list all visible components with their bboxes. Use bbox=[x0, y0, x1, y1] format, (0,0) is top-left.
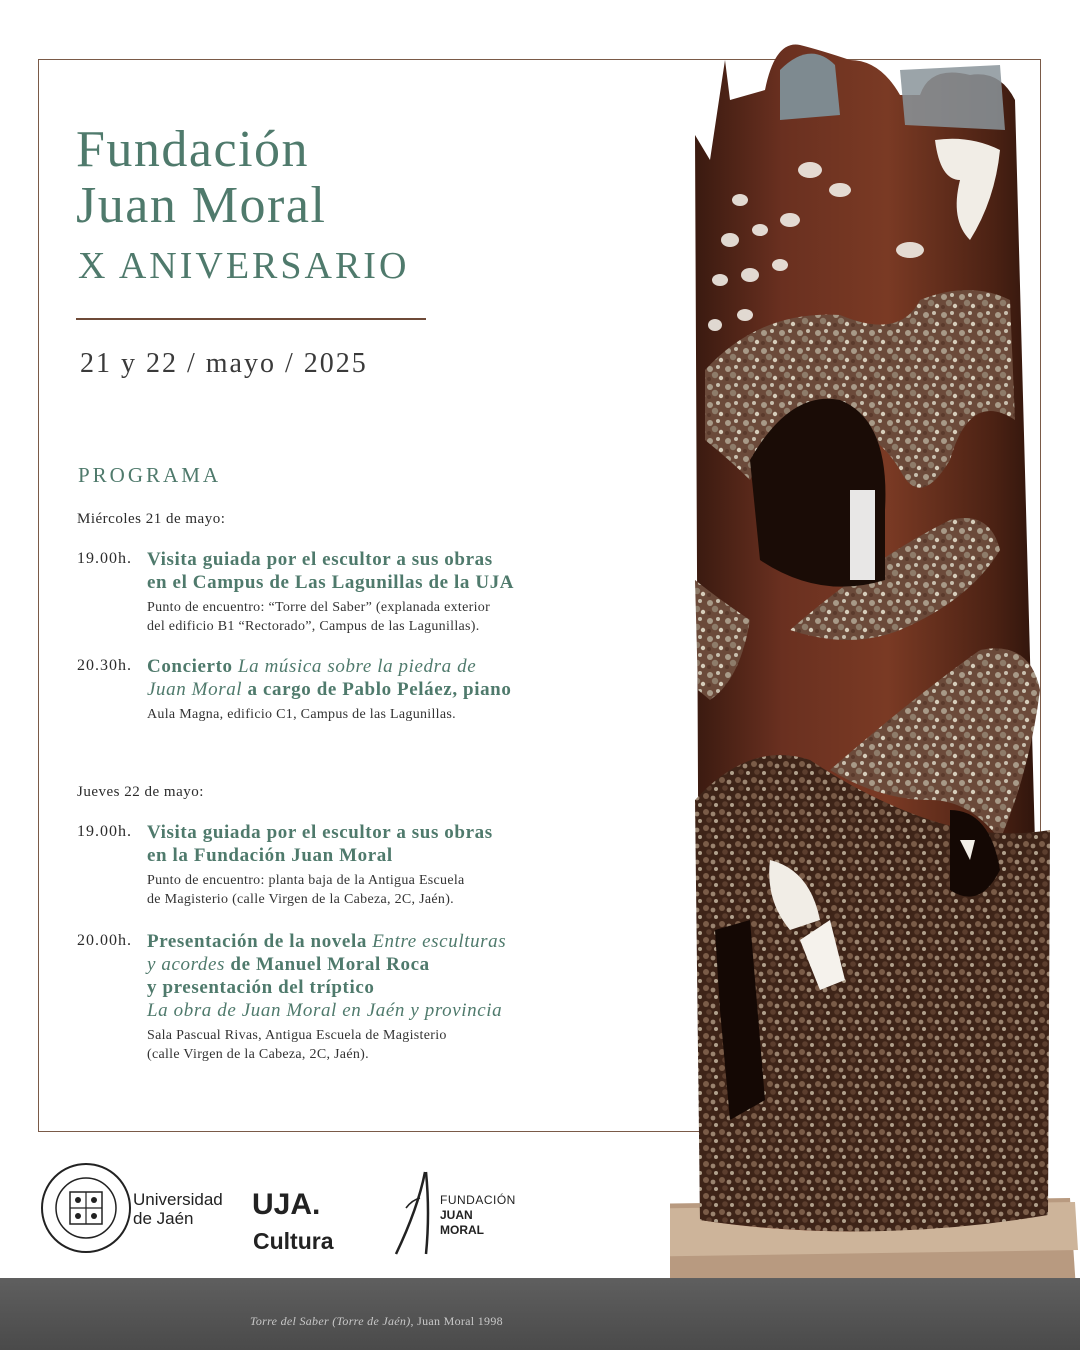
event-desc-line: Aula Magna, edificio C1, Campus de las Lagunillas. bbox=[147, 707, 456, 722]
event-desc-line: Punto de encuentro: planta baja de la Antigua Escuela bbox=[147, 873, 465, 888]
event-title-part: a cargo de Pablo Peláez, piano bbox=[242, 679, 512, 700]
page-title bbox=[76, 122, 326, 234]
uja-cultura-logo-line-2: Cultura bbox=[253, 1228, 334, 1254]
image-caption bbox=[250, 1314, 503, 1329]
event-description bbox=[147, 705, 617, 724]
event-title bbox=[147, 548, 617, 594]
event-title-italic: Entre esculturas bbox=[372, 931, 507, 952]
anniversary-subtitle: X ANIVERSARIO bbox=[78, 245, 410, 287]
event-desc-line: (calle Virgen de la Cabeza, 2C, Jaén). bbox=[147, 1047, 369, 1062]
event-title-line: en la Fundación Juan Moral bbox=[147, 845, 393, 866]
event-title-line: Visita guiada por el escultor a sus obras bbox=[147, 822, 493, 843]
event-title-part: Presentación de la novela bbox=[147, 931, 373, 952]
uja-name-line-2: de Jaén bbox=[133, 1209, 194, 1228]
sponsor-logos bbox=[40, 1158, 560, 1263]
fjm-logo-line-1: FUNDACIÓN bbox=[440, 1193, 516, 1207]
event-title bbox=[147, 930, 617, 1022]
event-title bbox=[147, 821, 617, 867]
program-heading: PROGRAMA bbox=[78, 463, 222, 487]
event-title-part: de Manuel Moral Roca bbox=[225, 954, 430, 975]
event-1 bbox=[77, 548, 617, 636]
event-title-italic: La obra de Juan Moral en Jaén y provincia bbox=[147, 1000, 503, 1021]
event-3 bbox=[77, 821, 617, 909]
day-label-1: Miércoles 21 de mayo: bbox=[77, 511, 226, 527]
uja-cultura-logo-line-1: UJA. bbox=[252, 1188, 321, 1221]
title-divider bbox=[76, 318, 426, 320]
footer-bar bbox=[0, 1278, 1080, 1350]
event-desc-line: de Magisterio (calle Virgen de la Cabeza, 2C, Jaén). bbox=[147, 892, 454, 907]
event-desc-line: Sala Pascual Rivas, Antigua Escuela de Magisterio bbox=[147, 1028, 447, 1043]
event-description bbox=[147, 1026, 617, 1064]
uja-seal-icon bbox=[42, 1164, 130, 1252]
fjm-logo-line-2: JUAN bbox=[440, 1208, 473, 1222]
event-description bbox=[147, 871, 617, 909]
event-4 bbox=[77, 930, 617, 1064]
event-time: 20.00h. bbox=[77, 932, 132, 949]
event-2 bbox=[77, 655, 617, 724]
event-title-line: en el Campus de Las Lagunillas de la UJA bbox=[147, 572, 515, 593]
event-desc-line: Punto de encuentro: “Torre del Saber” (explanada exterior bbox=[147, 600, 491, 615]
event-desc-line: del edificio B1 “Rectorado”, Campus de las Lagunillas). bbox=[147, 619, 480, 634]
day-label-2: Jueves 22 de mayo: bbox=[77, 784, 204, 800]
event-title-line: y presentación del tríptico bbox=[147, 977, 375, 998]
caption-author: , Juan Moral 1998 bbox=[410, 1314, 503, 1328]
fundacion-juan-moral-icon bbox=[396, 1172, 428, 1254]
event-description bbox=[147, 598, 617, 636]
sculpture-image bbox=[670, 40, 1080, 1350]
title-line-1: Fundación bbox=[76, 121, 310, 178]
event-title-italic: Juan Moral bbox=[147, 679, 243, 700]
caption-title: Torre del Saber (Torre de Jaén) bbox=[250, 1314, 411, 1328]
fjm-logo-line-3: MORAL bbox=[440, 1223, 484, 1237]
event-title-italic: y acordes bbox=[147, 954, 226, 975]
event-title bbox=[147, 655, 617, 701]
event-time: 19.00h. bbox=[77, 550, 132, 567]
event-dates: 21 y 22 / mayo / 2025 bbox=[80, 348, 368, 379]
event-title-line: Visita guiada por el escultor a sus obras bbox=[147, 549, 493, 570]
event-time: 20.30h. bbox=[77, 657, 132, 674]
event-title-part: Concierto bbox=[147, 656, 238, 677]
title-line-2: Juan Moral bbox=[76, 177, 327, 234]
event-time: 19.00h. bbox=[77, 823, 132, 840]
uja-name-line-1: Universidad bbox=[133, 1190, 223, 1209]
event-title-italic: La música sobre la piedra de bbox=[237, 656, 477, 677]
